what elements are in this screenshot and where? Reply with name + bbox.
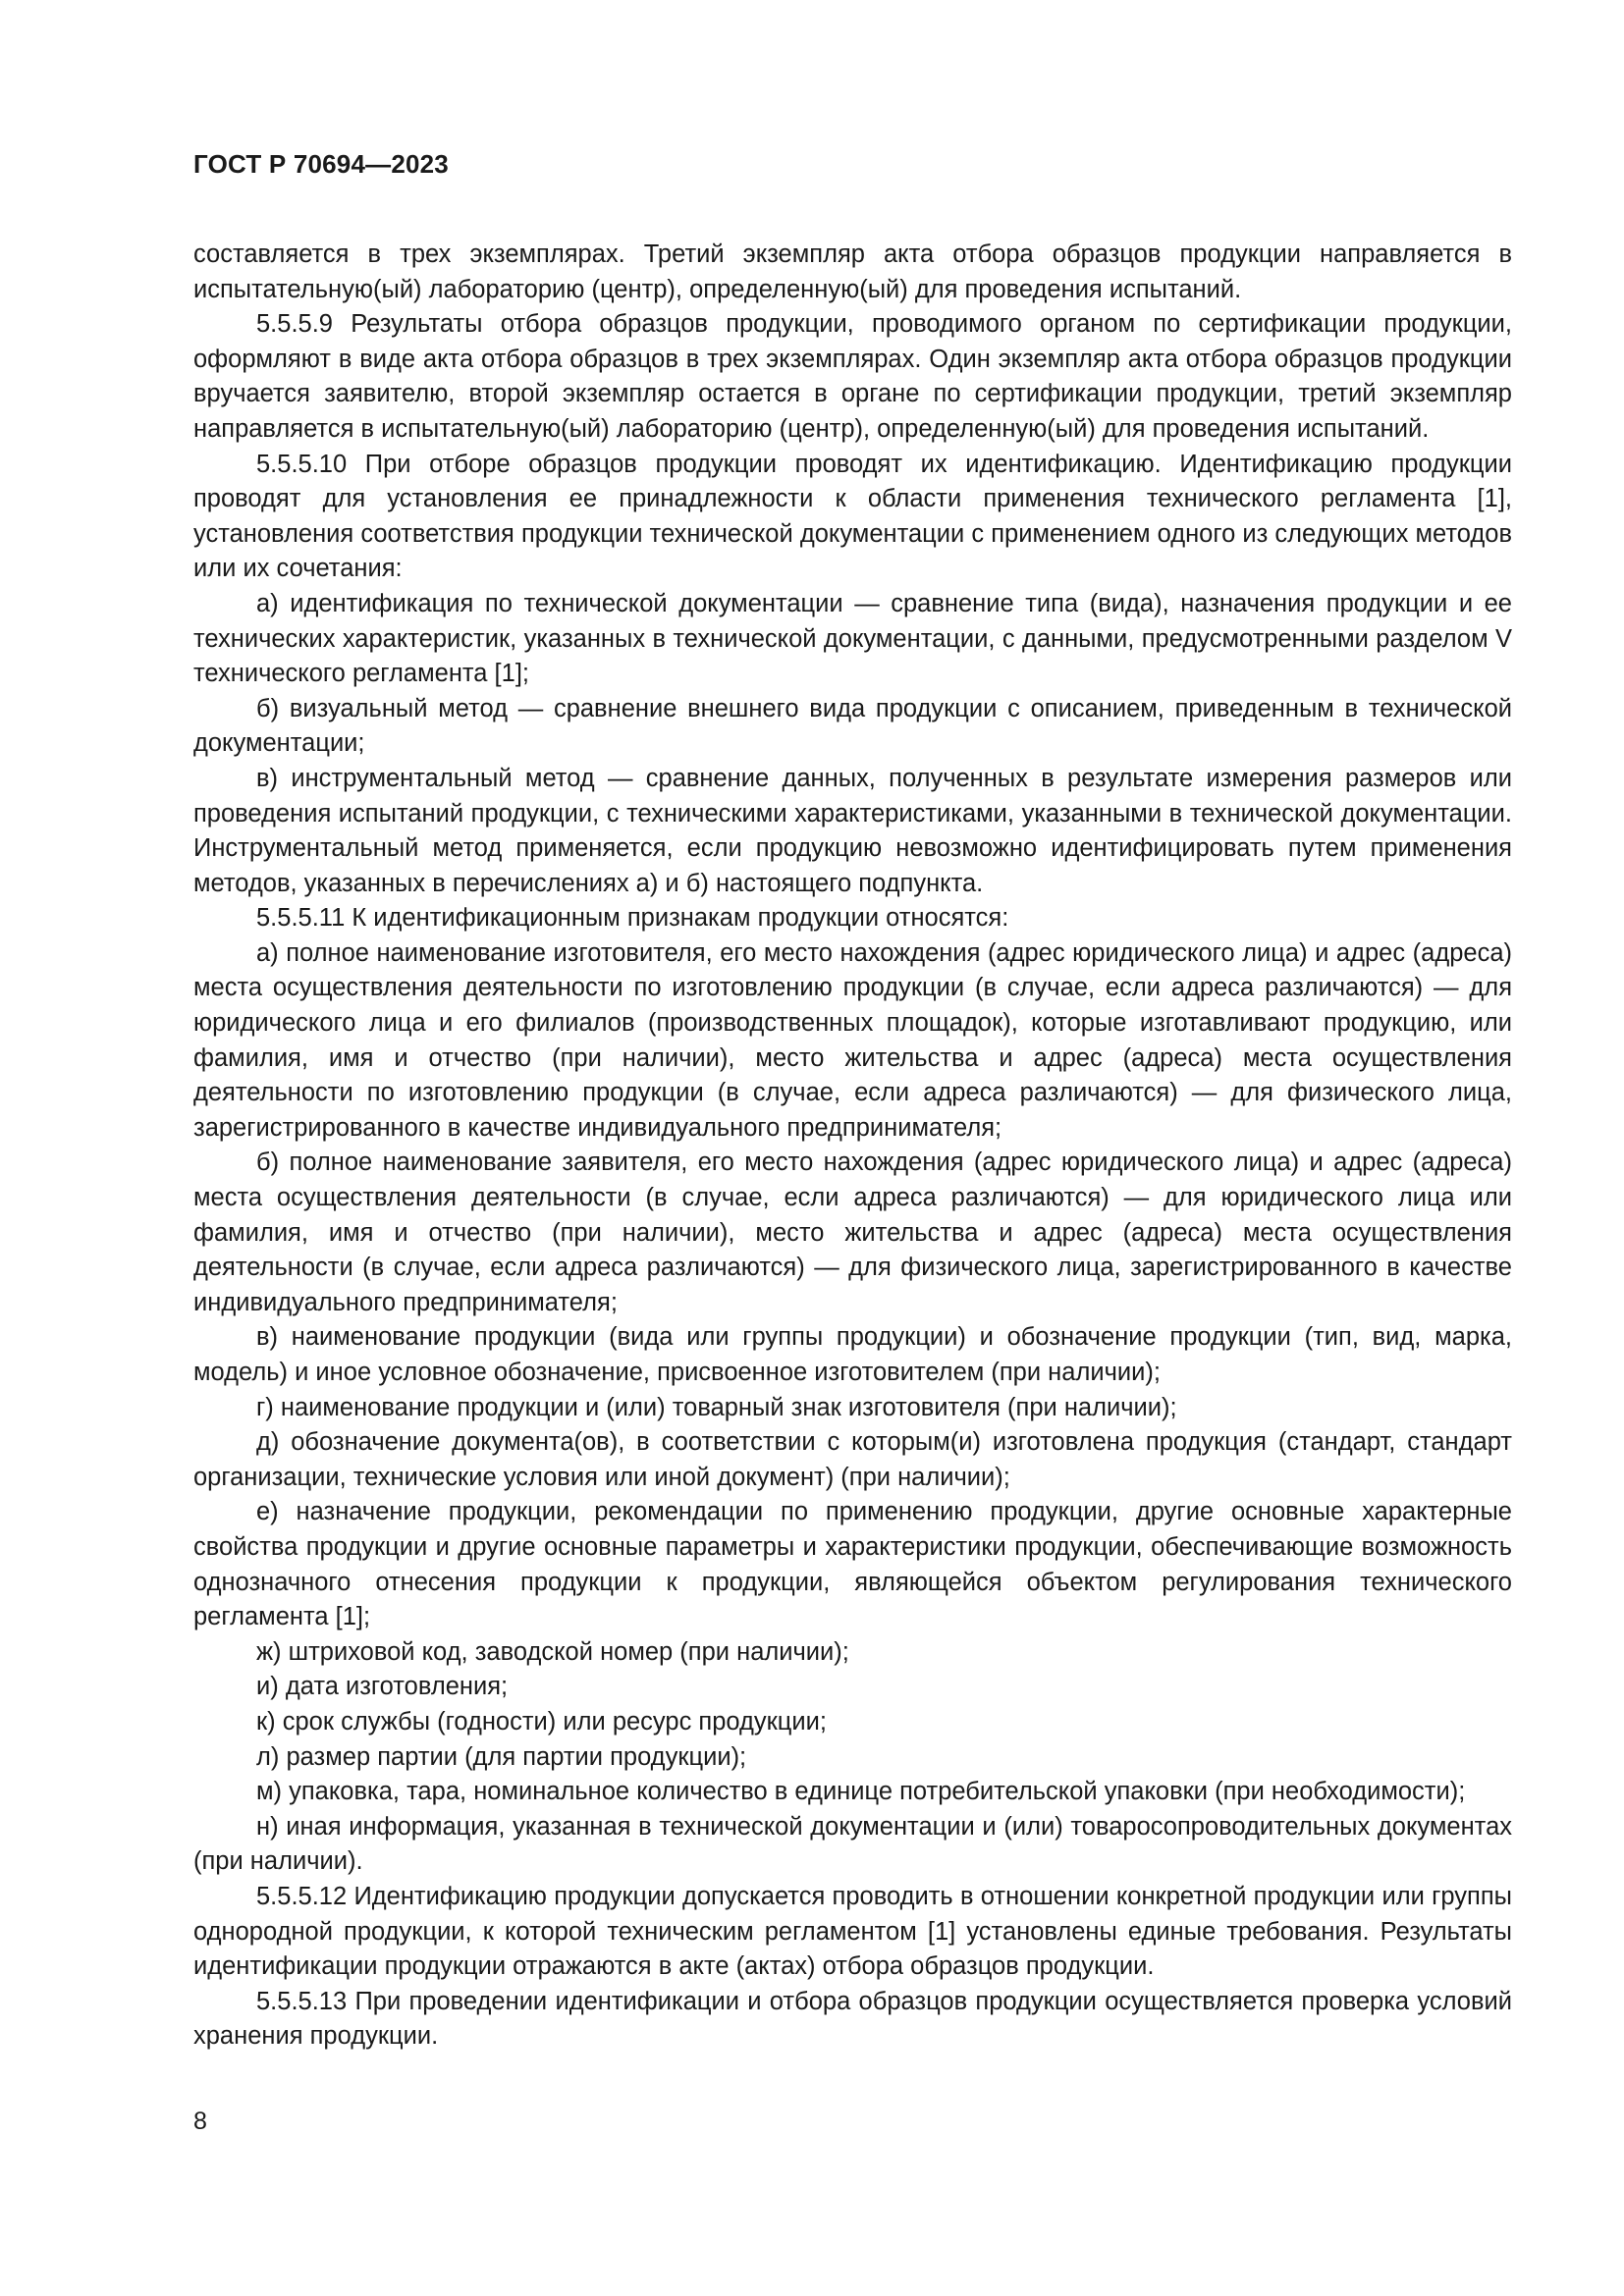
document-code-header: ГОСТ Р 70694—2023: [193, 149, 449, 179]
list-item-m: м) упаковка, тара, номинальное количество в единице потребительской упаковки (при необходимости);: [256, 1778, 1466, 1806]
paragraph-clause-5-5-5-12: 5.5.5.12 Идентификацию продукции допускается проводить в отношении конкретной продукции или группы однородной продукции, к которой техническим регламентом [1] установлены единые требования. Результаты идентификации продукции отражаются в акте (актах) отбора образцов продукции.: [193, 1882, 1512, 1981]
list-item-d: д) обозначение документа(ов), в соответствии с которым(и) изготовлена продукция (стандарт, стандарт организации, технические условия или иной документ) (при наличии);: [193, 1428, 1512, 1491]
paragraph-clause-5-5-5-10: 5.5.5.10 При отборе образцов продукции проводят их идентификацию. Идентификацию продукции проводят для установления ее принадлежности к области применения технического регламента [1], установления соответствия продукции технической документации с применением одного из следующих методов или их сочетания:: [193, 450, 1512, 583]
paragraph-clause-5-5-5-13: 5.5.5.13 При проведении идентификации и отбора образцов продукции осуществляется проверка условий хранения продукции.: [193, 1987, 1512, 2051]
document-body: [193, 238, 1512, 2055]
list-item-i: и) дата изготовления;: [256, 1673, 509, 1701]
page-number: 8: [193, 2108, 207, 2135]
list-item-v: в) наименование продукции (вида или группы продукции) и обозначение продукции (тип, вид, марка, модель) и иное условное обозначение, присвоенное изготовителем (при наличии);: [193, 1323, 1512, 1386]
list-item-g: г) наименование продукции и (или) товарный знак изготовителя (при наличии);: [256, 1393, 1177, 1421]
list-item-b: б) полное наименование заявителя, его место нахождения (адрес юридического лица) и адрес (адреса) места осуществления деятельности (в случае, если адреса различаются) — для юридического лица или фамилия, имя и отчество (при наличии), место жительства и адрес (адреса) места осуществления деятельности (в случае, если адреса различаются) — для физического лица, зарегистрированного в качестве индивидуального предпринимателя;: [193, 1148, 1512, 1316]
list-item-a: а) идентификация по технической документации — сравнение типа (вида), назначения продукции и ее технических характеристик, указанных в технической документации, с данными, предусмотренными разделом V технического регламента [1];: [193, 589, 1512, 688]
list-item-b: б) визуальный метод — сравнение внешнего вида продукции с описанием, приведенным в технической документации;: [193, 694, 1512, 758]
paragraph-clause-5-5-5-9: 5.5.5.9 Результаты отбора образцов продукции, проводимого органом по сертификации продукции, оформляют в виде акта отбора образцов в трех экземплярах. Один экземпляр акта отбора образцов продукции вручается заявителю, второй экземпляр остается в органе по сертификации продукции, третий экземпляр направляется в испытательную(ый) лабораторию (центр), определенную(ый) для проведения испытаний.: [193, 310, 1512, 443]
document-page: [193, 147, 1512, 2055]
paragraph-clause-5-5-5-11: 5.5.5.11 К идентификационным признакам продукции относятся:: [256, 904, 1009, 933]
list-item-n: н) иная информация, указанная в технической документации и (или) товаросопроводительных документах (при наличии).: [193, 1812, 1512, 1876]
list-item-l: л) размер партии (для партии продукции);: [256, 1742, 747, 1771]
list-item-e: е) назначение продукции, рекомендации по применению продукции, другие основные характерные свойства продукции и другие основные параметры и характеристики продукции, обеспечивающие возможность однозначного отнесения продукции к продукции, являющейся объектом регулирования технического регламента [1];: [193, 1498, 1512, 1631]
paragraph-0: составляется в трех экземплярах. Третий экземпляр акта отбора образцов продукции направляется в испытательную(ый) лабораторию (центр), определенную(ый) для проведения испытаний.: [193, 240, 1512, 303]
list-item-a: а) полное наименование изготовителя, его место нахождения (адрес юридического лица) и адрес (адреса) места осуществления деятельности по изготовлению продукции (в случае, если адреса различаются) — для юридического лица и его филиалов (производственных площадок), которые изготавливают продукцию, или фамилия, имя и отчество (при наличии), место жительства и адрес (адреса) места осуществления деятельности по изготовлению продукции (в случае, если адреса различаются) — для физического лица, зарегистрированного в качестве индивидуального предпринимателя;: [193, 938, 1512, 1142]
list-item-v: в) инструментальный метод — сравнение данных, полученных в результате измерения размеров или проведения испытаний продукции, с техническими характеристиками, указанными в технической документации. Инструментальный метод применяется, если продукцию невозможно идентифицировать путем применения методов, указанных в перечислениях а) и б) настоящего подпункта.: [193, 764, 1512, 897]
list-item-k: к) срок службы (годности) или ресурс продукции;: [256, 1707, 827, 1735]
list-item-zh: ж) штриховой код, заводской номер (при наличии);: [256, 1637, 849, 1666]
